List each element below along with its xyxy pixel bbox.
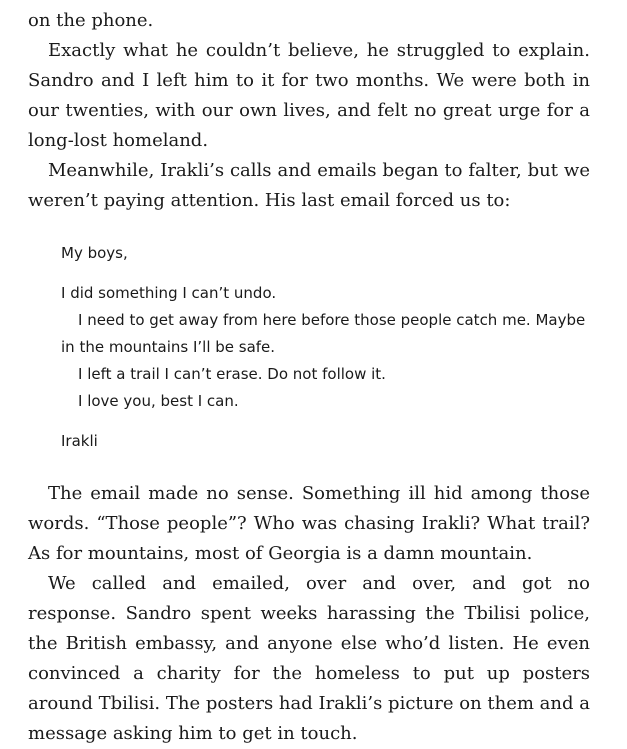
email-quote <box>61 240 590 455</box>
paragraph-continuation: on the phone. <box>28 10 154 31</box>
paragraph-meanwhile: Meanwhile, Irakli’s calls and emails began to falter, but we weren’t paying attention. His last email forced us to: <box>28 160 590 211</box>
email-line-undo: I did something I can’t undo. <box>61 284 277 302</box>
email-greeting: My boys, <box>61 244 128 262</box>
email-line-love: I love you, best I can. <box>78 392 239 410</box>
email-line-get-away: I need to get away from here before those people catch me. Maybe in the mountains I’ll be safe. <box>61 311 586 356</box>
paragraph-no-sense: The email made no sense. Something ill hid among those words. “Those people”? Who was chasing Irakli? What trail? As for mountains, most of Georgia is a damn mountain. <box>28 483 590 564</box>
paragraph-explain: Exactly what he couldn’t believe, he struggled to explain. Sandro and I left him to it for two months. We were both in our twenties, with our own lives, and felt no great urge for a long-lost homeland. <box>28 40 590 151</box>
paragraph-called: We called and emailed, over and over, and got no response. Sandro spent weeks harassing the Tbilisi police, the British embassy, and anyone else who’d listen. He even convinced a charity for the homeless to put up posters around Tbilisi. The posters had Irakli’s picture on them and a message asking him to get in touch. <box>28 573 590 744</box>
email-line-trail: I left a trail I can’t erase. Do not follow it. <box>78 365 386 383</box>
email-signature: Irakli <box>61 432 98 450</box>
book-page <box>28 6 590 749</box>
